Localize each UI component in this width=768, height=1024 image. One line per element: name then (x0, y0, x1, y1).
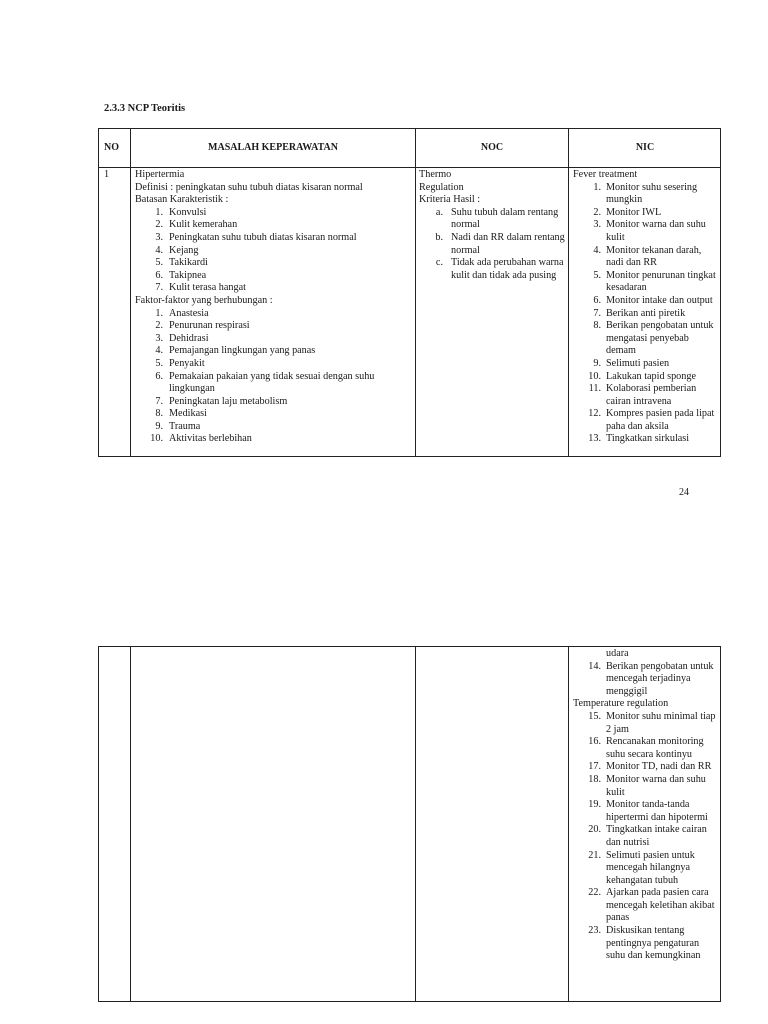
list-item (135, 257, 411, 270)
list-item-text: Tingkatkan sirkulasi (606, 433, 690, 445)
list-item (135, 345, 411, 358)
list-item-text: Nadi dan RR dalam rentang normal (451, 231, 565, 256)
list-item (573, 182, 717, 207)
list-item-text: Selimuti pasien untuk mencegah hilangnya kehangatan tubuh (606, 849, 695, 886)
list-item-text: Monitor IWL (606, 206, 662, 218)
list-item (573, 320, 717, 358)
list-item (573, 824, 717, 849)
list-item-text: Pemakaian pakaian yang tidak sesuai dengan suhu lingkungan (169, 370, 375, 395)
list-item-text: Penurunan respirasi (169, 320, 250, 332)
list-item (135, 371, 411, 396)
list-item-text: Monitor penurunan tingkat kesadaran (606, 269, 716, 294)
list-item (135, 396, 411, 409)
list-item (419, 257, 565, 282)
header-nic: NIC (569, 129, 721, 168)
list-item (135, 408, 411, 421)
list-item-text: Monitor suhu minimal tiap 2 jam (606, 710, 716, 735)
masalah-cell (131, 168, 416, 457)
list-item-text: Ajarkan pada pasien cara mencegah keletihan akibat panas (606, 887, 715, 924)
ncp-table-continued (98, 646, 721, 1002)
list-item (135, 207, 411, 220)
list-item (573, 736, 717, 761)
row-number: 1 (99, 168, 131, 457)
list-item-text: Kejang (169, 244, 199, 256)
nic-continued-text: udara (606, 648, 629, 659)
list-item-text: Berikan pengobatan untuk mengatasi penyebab demam (606, 320, 714, 357)
masalah-cell-empty (131, 647, 416, 1002)
list-item-text: Dehidrasi (169, 332, 209, 344)
list-item (135, 358, 411, 371)
list-item-text: Tingkatkan intake cairan dan nutrisi (606, 824, 707, 848)
list-item-text: Lakukan tapid sponge (606, 370, 696, 382)
list-item-number: 15. (588, 710, 601, 722)
list-item (573, 270, 717, 295)
list-item-text: Monitor suhu sesering mungkin (606, 181, 698, 206)
list-item-text: Trauma (169, 420, 201, 432)
list-item-text: Aktivitas berlebihan (169, 433, 252, 445)
list-item (135, 320, 411, 333)
list-item-number: 8. (155, 408, 163, 420)
faktor-label: Faktor-faktor yang berhubungan : (135, 294, 273, 306)
list-item-number: 7. (155, 395, 163, 407)
list-item-number: 5. (593, 269, 601, 281)
list-item-number: 23. (588, 925, 601, 937)
list-item-number: 3. (155, 231, 163, 243)
list-item (135, 433, 411, 446)
list-item-text: Monitor warna dan suhu kulit (606, 219, 706, 243)
list-item-text: Kolaborasi pemberian cairan intravena (606, 383, 697, 407)
list-item-number: 4. (593, 244, 601, 256)
list-item (419, 232, 565, 257)
list-item (135, 232, 411, 245)
list-item (135, 270, 411, 283)
list-item-number: 5. (155, 357, 163, 369)
batasan-label: Batasan Karakteristik : (135, 194, 229, 206)
list-item-text: Kulit kemerahan (169, 219, 238, 231)
list-item-number: 20. (588, 824, 601, 836)
temperature-regulation-label: Temperature regulation (573, 698, 669, 710)
list-item (573, 774, 717, 799)
list-item (135, 421, 411, 434)
list-item (573, 295, 717, 308)
list-item-text: Konvulsi (169, 206, 207, 218)
list-item-number: 16. (588, 736, 601, 748)
list-item-text: Peningkatan suhu tubuh diatas kisaran normal (169, 231, 357, 243)
ncp-table (98, 128, 721, 457)
list-item (573, 207, 717, 220)
list-item-text: Berikan anti piretik (606, 307, 686, 319)
list-item (135, 308, 411, 321)
nic-cell (569, 168, 721, 457)
list-item-number: 7. (593, 307, 601, 319)
list-item-text: Kompres pasien pada lipat paha dan aksila (606, 408, 715, 432)
list-item (419, 207, 565, 232)
batasan-list (135, 207, 411, 295)
list-item-number: 14. (588, 660, 601, 672)
list-item-number: 6. (155, 269, 163, 281)
list-item-number: 6. (155, 370, 163, 382)
nic-list (573, 182, 717, 446)
list-item-text: Penyakit (169, 357, 205, 369)
list-item (573, 850, 717, 888)
list-item-text: Takipnea (169, 269, 207, 281)
table-row (99, 647, 721, 1002)
list-item (573, 711, 717, 736)
list-item-text: Monitor tekanan darah, nadi dan RR (606, 244, 702, 269)
list-item-number: 2. (155, 219, 163, 231)
list-item-number: 12. (588, 408, 601, 420)
list-item-text: Kulit terasa hangat (169, 282, 246, 294)
list-item-number: 2. (155, 320, 163, 332)
noc-line2: Regulation (419, 181, 464, 193)
list-item-number: 5. (155, 257, 163, 269)
noc-cell-empty (416, 647, 569, 1002)
list-item-number: 11. (588, 383, 601, 395)
noc-line1: Thermo (419, 169, 452, 180)
list-item-text: Monitor intake dan output (606, 294, 713, 306)
list-item-number: 6. (593, 294, 601, 306)
list-item-text: Berikan pengobatan untuk mencegah terjadinya menggigil (606, 660, 714, 697)
header-noc: NOC (416, 129, 569, 168)
list-item (573, 358, 717, 371)
list-item-number: 10. (588, 370, 601, 382)
list-item-number: 18. (588, 773, 601, 785)
list-item-number: 19. (588, 799, 601, 811)
table-row (99, 168, 721, 457)
list-item (573, 799, 717, 824)
nic-cell-continued (569, 647, 721, 1002)
list-item-number: 1. (155, 206, 163, 218)
nic-list-continued-b (573, 711, 717, 963)
list-item-text: Suhu tubuh dalam rentang normal (451, 206, 559, 231)
list-item (573, 433, 717, 446)
list-item-text: Takikardi (169, 257, 208, 269)
list-item-number: b. (435, 231, 443, 243)
list-item (135, 333, 411, 346)
list-item (573, 408, 717, 433)
list-item-number: 22. (588, 887, 601, 899)
list-item (135, 245, 411, 258)
list-item-text: Monitor TD, nadi dan RR (606, 761, 712, 773)
list-item-text: Rencanakan monitoring suhu secara kontinyu (606, 736, 704, 760)
list-item-number: 17. (588, 761, 601, 773)
section-heading: 2.3.3 NCP Teoritis (104, 103, 186, 114)
kriteria-list (419, 207, 565, 283)
list-item-text: Tidak ada perubahan warna kulit dan tidak ada pusing (451, 257, 564, 281)
list-item-text: Monitor warna dan suhu kulit (606, 773, 706, 798)
table-header-row (99, 129, 721, 168)
list-item (573, 661, 717, 699)
list-item-number: 1. (593, 181, 601, 193)
kriteria-label: Kriteria Hasil : (419, 194, 481, 206)
page-number: 24 (679, 487, 689, 498)
list-item-text: Pemajangan lingkungan yang panas (169, 345, 316, 357)
list-item (573, 887, 717, 925)
list-item-number: 2. (593, 206, 601, 218)
list-item-number: c. (435, 257, 443, 269)
list-item-number: 9. (155, 420, 163, 432)
list-item (573, 925, 717, 963)
list-item-number: 13. (588, 433, 601, 445)
list-item (573, 219, 717, 244)
list-item-number: 7. (155, 282, 163, 294)
list-item (573, 383, 717, 408)
header-masalah: MASALAH KEPERAWATAN (131, 129, 416, 168)
header-no: NO (99, 129, 131, 168)
list-item-text: Medikasi (169, 408, 207, 420)
noc-cell (416, 168, 569, 457)
nic-list-continued-a (573, 661, 717, 699)
list-item (573, 245, 717, 270)
list-item-number: 9. (593, 357, 601, 369)
list-item (135, 219, 411, 232)
list-item-number: a. (435, 206, 443, 218)
list-item (573, 371, 717, 384)
list-item-text: Diskusikan tentang pentingnya pengaturan suhu dan kemungkinan (606, 925, 701, 962)
list-item-number: 1. (155, 307, 163, 319)
list-item-number: 21. (588, 849, 601, 861)
list-item-text: Selimuti pasien (606, 357, 670, 369)
list-item-number: 10. (150, 433, 163, 445)
list-item-text: Anastesia (169, 307, 209, 319)
list-item-text: Monitor tanda-tanda hipertermi dan hipotermi (606, 799, 708, 823)
list-item-number: 8. (593, 320, 601, 332)
list-item-number: 4. (155, 244, 163, 256)
list-item (573, 308, 717, 321)
list-item-number: 3. (593, 219, 601, 231)
row-number-empty (99, 647, 131, 1002)
masalah-definisi: Definisi : peningkatan suhu tubuh diatas kisaran normal (135, 181, 363, 193)
list-item-number: 4. (155, 345, 163, 357)
masalah-title: Hipertermia (135, 169, 185, 180)
list-item (135, 282, 411, 295)
nic-label: Fever treatment (573, 169, 638, 180)
list-item (573, 761, 717, 774)
faktor-list (135, 308, 411, 447)
list-item-text: Peningkatan laju metabolism (169, 395, 288, 407)
list-item-number: 3. (155, 332, 163, 344)
